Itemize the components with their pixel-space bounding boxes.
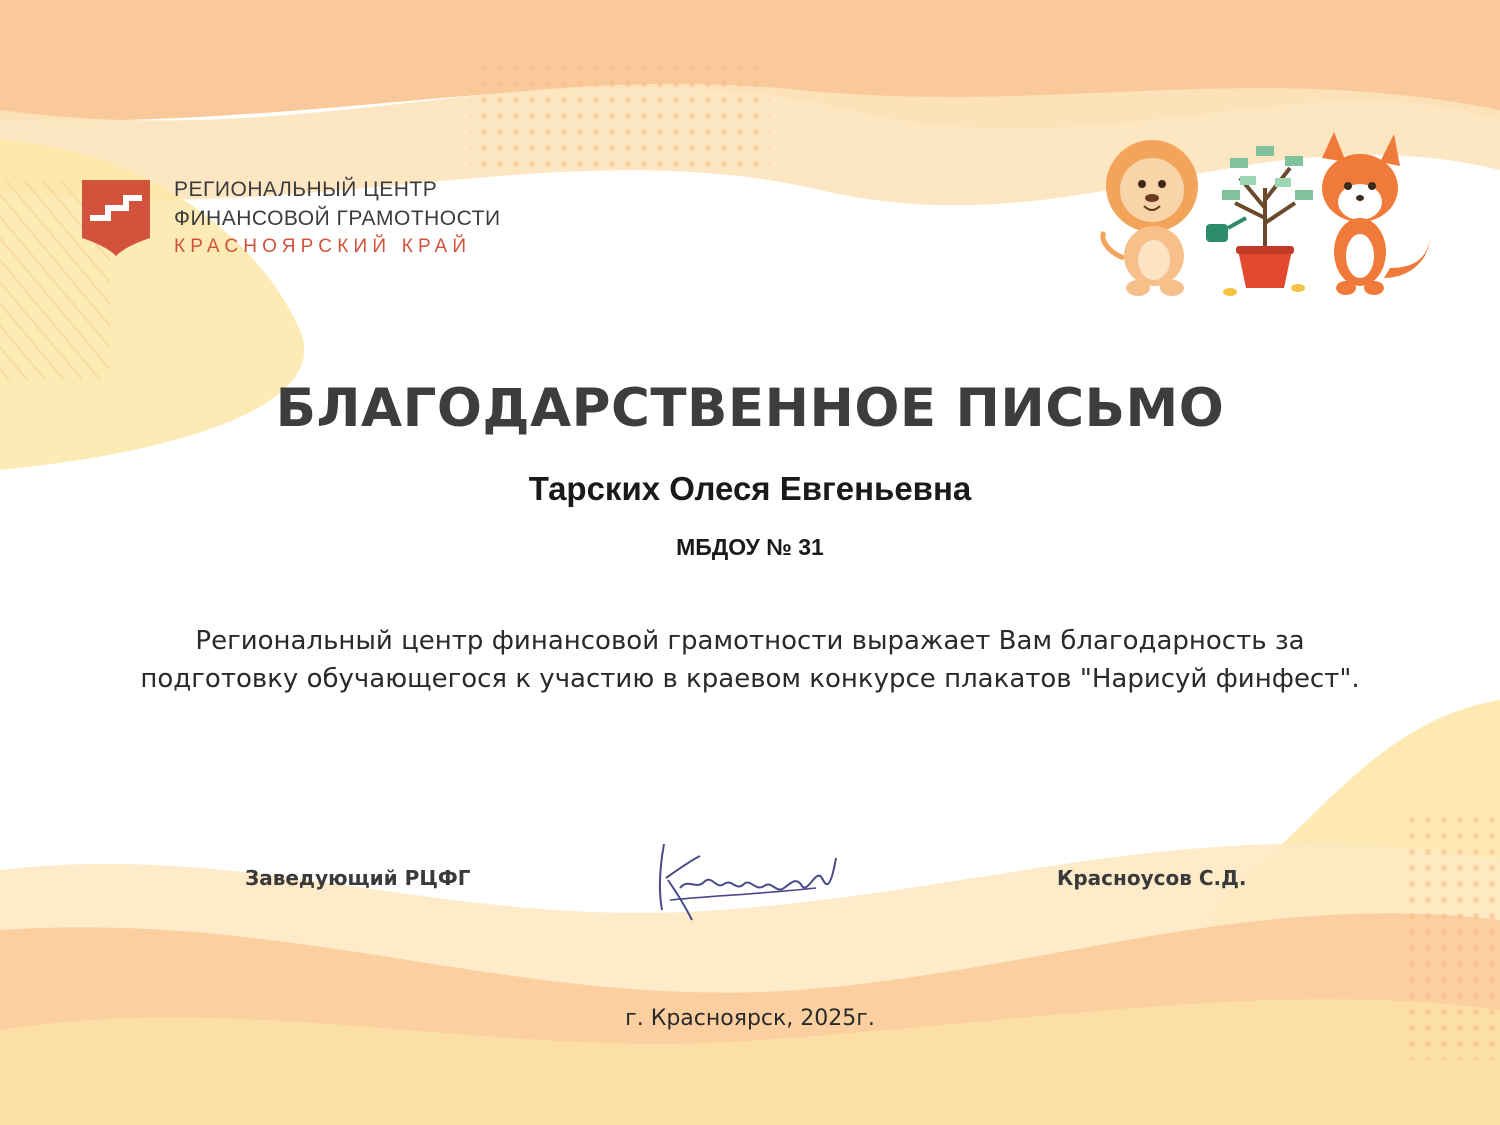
watering-can-icon: [1206, 218, 1246, 242]
logo-shield-icon: [82, 180, 150, 256]
recipient-organization: МБДОУ № 31: [676, 534, 824, 560]
logo-text-line3: КРАСНОЯРСКИЙ КРАЙ: [174, 236, 472, 257]
lion-fox-money-tree-illustration: [1090, 128, 1440, 300]
letter-body-line2: подготовку обучающегося к участию в краевом конкурсе плакатов "Нарисуй финфест".: [140, 664, 1360, 694]
handwritten-signature: [640, 838, 850, 928]
recipient-name: Тарских Олеся Евгеньевна: [528, 470, 972, 507]
signatory-name: Красноусов С.Д.: [1057, 866, 1247, 890]
organization-logo: [82, 178, 562, 268]
lion-icon: [1103, 140, 1198, 296]
letter-body: [60, 622, 1440, 698]
letter-title: БЛАГОДАРСТВЕННОЕ ПИСЬМО: [275, 378, 1225, 439]
logo-text-line1: РЕГИОНАЛЬНЫЙ ЦЕНТР: [174, 178, 438, 201]
letter-body-line1: Региональный центр финансовой грамотности выражает Вам благодарность за: [195, 626, 1305, 656]
fox-icon: [1322, 132, 1430, 295]
money-tree-icon: [1222, 146, 1313, 296]
logo-text-line2: ФИНАНСОВОЙ ГРАМОТНОСТИ: [174, 207, 501, 230]
signatory-role: Заведующий РЦФГ: [245, 866, 471, 890]
place-and-date: г. Красноярск, 2025г.: [625, 1006, 875, 1031]
